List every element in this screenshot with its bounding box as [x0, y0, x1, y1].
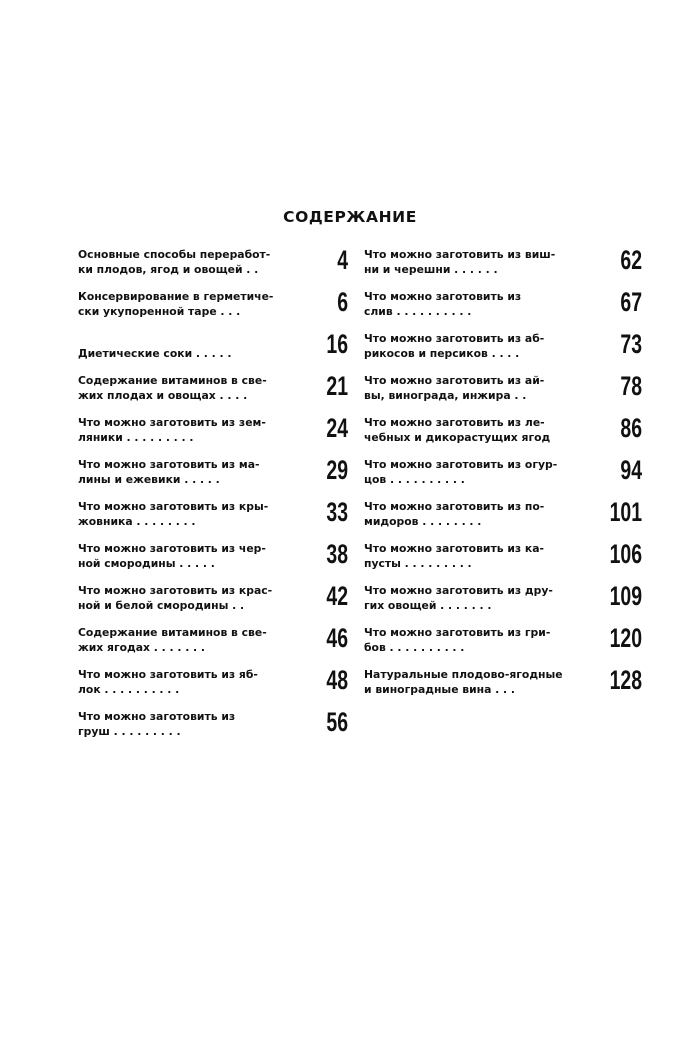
toc-entry	[78, 541, 348, 583]
toc-entry	[364, 625, 642, 667]
toc-entry-text: Что можно заготовить из дру- гих овощей . . . . . . .	[364, 584, 553, 612]
toc-entry	[78, 709, 348, 751]
toc-page-number: 42	[326, 581, 348, 611]
toc-entry-text: Содержание витаминов в све- жих плодах и овощах . . . .	[78, 374, 267, 402]
page-title: СОДЕРЖАНИЕ	[283, 208, 417, 226]
toc-entry	[78, 583, 348, 625]
toc-entry-text: Содержание витаминов в све- жих ягодах . . . . . . .	[78, 626, 267, 654]
toc-page-number: 120	[609, 623, 642, 653]
toc-page-number: 94	[620, 455, 642, 485]
toc-page-number: 46	[326, 623, 348, 653]
toc-entry	[78, 415, 348, 457]
toc-entry	[78, 499, 348, 541]
toc-entry	[364, 415, 642, 457]
toc-page-number: 33	[326, 497, 348, 527]
toc-page-number: 56	[326, 707, 348, 737]
toc-entry	[364, 247, 642, 289]
toc-entry	[78, 667, 348, 709]
toc-entry	[364, 331, 642, 373]
toc-page-number: 78	[620, 371, 642, 401]
toc-entry-text: Что можно заготовить из яб- лок . . . . . . . . . .	[78, 668, 258, 696]
toc-page-number: 106	[609, 539, 642, 569]
toc-page-number: 38	[326, 539, 348, 569]
toc-entry-text: Что можно заготовить из крас- ной и белой смородины . .	[78, 584, 273, 612]
toc-entry-text: Что можно заготовить из ка- пусты . . . . . . . . .	[364, 542, 545, 570]
toc-page-number: 73	[620, 329, 642, 359]
toc-page-number: 101	[609, 497, 642, 527]
toc-page-number: 29	[326, 455, 348, 485]
toc-entry-text: Натуральные плодово-ягодные и виноградные вина . . .	[364, 668, 563, 696]
toc-entry	[78, 457, 348, 499]
toc-entry	[78, 373, 348, 415]
toc-entry	[364, 289, 642, 331]
toc-entry-text: Что можно заготовить из огур- цов . . . . . . . . . .	[364, 458, 558, 486]
toc-entry	[78, 247, 348, 289]
toc-entry-text: Что можно заготовить из зем- ляники . . . . . . . . .	[78, 416, 266, 444]
toc-entry	[78, 625, 348, 667]
toc-entry	[364, 667, 642, 709]
toc-page-number: 24	[326, 413, 348, 443]
toc-page-number: 62	[620, 245, 642, 275]
toc-entry-text: Что можно заготовить из ле- чебных и дикорастущих ягод	[364, 416, 551, 444]
toc-entry	[78, 289, 348, 331]
toc-entry-text: Основные способы переработ- ки плодов, ягод и овощей . .	[78, 248, 271, 276]
toc-entry	[364, 457, 642, 499]
toc-page-number: 128	[609, 665, 642, 695]
toc-entry	[78, 331, 348, 373]
toc-page-number: 16	[326, 329, 348, 359]
toc-column-left	[78, 247, 348, 751]
toc-column-right	[364, 247, 642, 709]
toc-page-number: 21	[326, 371, 348, 401]
toc-entry	[364, 499, 642, 541]
toc-entry-text: Что можно заготовить из аб- рикосов и персиков . . . .	[364, 332, 545, 360]
toc-entry-text: Что можно заготовить из слив . . . . . . . . . .	[364, 290, 522, 318]
toc-entry-text: Что можно заготовить из ма- лины и ежевики . . . . .	[78, 458, 260, 486]
toc-entry	[364, 583, 642, 625]
toc-page-number: 86	[620, 413, 642, 443]
toc-entry-text: Что можно заготовить из чер- ной смородины . . . . .	[78, 542, 266, 570]
toc-entry	[364, 541, 642, 583]
toc-page-number: 48	[326, 665, 348, 695]
toc-entry	[364, 373, 642, 415]
toc-entry-text: Что можно заготовить из груш . . . . . . . . .	[78, 710, 236, 738]
toc-page-number: 6	[337, 287, 348, 317]
toc-page-number: 67	[620, 287, 642, 317]
toc-entry-text: Что можно заготовить из виш- ни и черешни . . . . . .	[364, 248, 556, 276]
toc-entry-text: Диетические соки . . . . .	[78, 347, 232, 360]
toc-entry-text: Консервирование в герметиче- ски укупоренной таре . . .	[78, 290, 274, 318]
toc-page-number: 109	[609, 581, 642, 611]
toc-entry-text: Что можно заготовить из по- мидоров . . . . . . . .	[364, 500, 545, 528]
toc-entry-text: Что можно заготовить из ай- вы, винограда, инжира . .	[364, 374, 545, 402]
toc-entry-text: Что можно заготовить из кры- жовника . . . . . . . .	[78, 500, 269, 528]
toc-entry-text: Что можно заготовить из гри- бов . . . . . . . . . .	[364, 626, 551, 654]
toc-page-number: 4	[337, 245, 348, 275]
